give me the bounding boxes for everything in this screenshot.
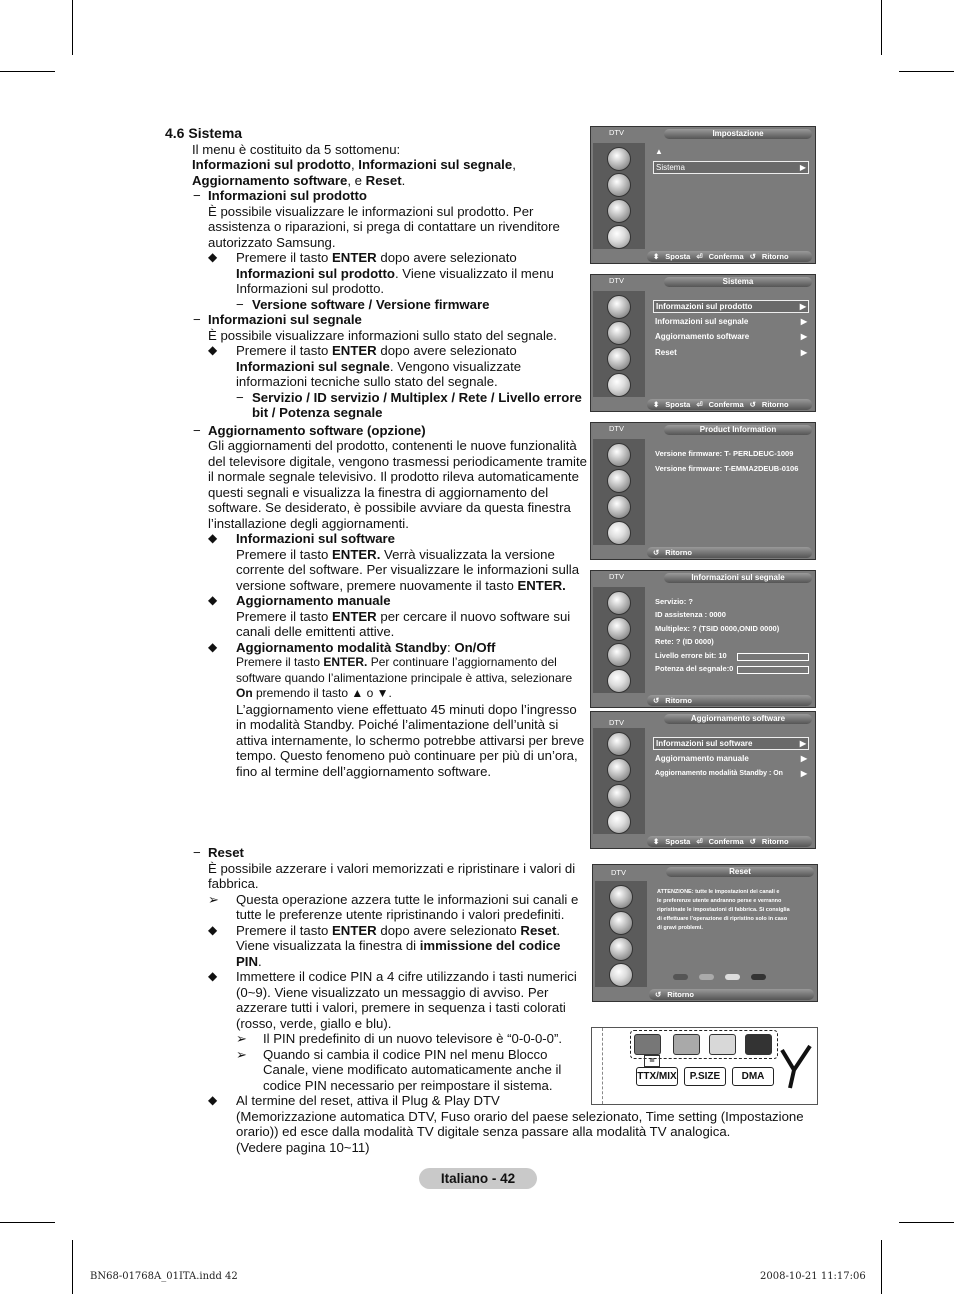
dash-mark: − <box>193 422 201 438</box>
text: versione software, premere nuovamente il tasto <box>236 577 518 593</box>
info-line: Livello errore bit: 10 <box>655 651 727 660</box>
text: dopo avere selezionato <box>376 250 517 265</box>
blue-key[interactable] <box>745 1034 772 1055</box>
sound-icon <box>607 617 631 641</box>
text: Per continuare l’aggiornamento del <box>367 655 557 669</box>
osd-footer <box>649 989 814 1000</box>
ttx-mix-button[interactable]: TTX/MIX <box>636 1067 678 1086</box>
osd-item[interactable] <box>653 768 809 779</box>
footer-label: Conferma <box>708 252 744 261</box>
text: Il PIN predefinito di un nuovo televisore è “0-0-0-0”. <box>263 1031 563 1046</box>
error-bar <box>737 653 809 661</box>
sound-icon <box>607 758 631 782</box>
pin-dot <box>751 974 766 980</box>
text: Premere il tasto <box>236 250 333 265</box>
text-line: attiva internamente, lo schermo potrebbe attivarsi per breve <box>236 732 585 748</box>
crop-mark <box>881 0 882 55</box>
text-line: informazioni tecniche sullo stato del segnale. <box>236 374 498 389</box>
info-line: Versione firmware: T- PERLDEUC-1009 <box>655 449 794 458</box>
diamond-bullet-icon: ◆ <box>208 343 218 357</box>
osd-item-sistema[interactable] <box>653 161 809 174</box>
dtv-label: DTV <box>609 718 624 727</box>
osd-title: Aggiornamento software <box>664 714 812 724</box>
text-line <box>165 405 585 421</box>
info-line: Potenza del segnale:0 <box>655 664 734 673</box>
text-line: (rosso, verde, giallo e blu). <box>236 1015 392 1031</box>
return-icon: ↺ <box>749 252 756 261</box>
text-line <box>165 609 585 625</box>
enter-icon: ⏎ <box>696 400 703 409</box>
crop-mark <box>72 0 73 55</box>
heading-text: Aggiornamento modalità Standby <box>236 639 448 655</box>
osd-sidebar <box>593 143 645 249</box>
key-name: ENTER. <box>517 577 566 593</box>
text: : <box>447 639 455 655</box>
right-arrow-icon: ▶ <box>800 317 807 326</box>
osd-screen-reset <box>592 864 818 1002</box>
sound-icon <box>609 911 633 935</box>
key-name: ENTER <box>332 250 377 265</box>
info-software-heading <box>165 531 585 547</box>
setup-icon <box>609 963 633 987</box>
footer-label: Ritorno <box>665 696 692 705</box>
move-icon: ⬍ <box>653 252 660 261</box>
picture-icon <box>607 443 631 467</box>
text-line <box>165 686 585 702</box>
text-line <box>165 547 585 563</box>
dtv-label: DTV <box>609 424 624 433</box>
crop-mark <box>0 71 55 72</box>
menu-name: immissione del codice <box>419 938 561 953</box>
sound-icon <box>607 173 631 197</box>
value-text: On/Off <box>454 639 496 655</box>
footer-label: Ritorno <box>761 837 789 846</box>
text-line: Canale, viene modificato automaticamente anche il <box>263 1062 562 1077</box>
menu-name: PIN <box>236 953 258 969</box>
pointing-hand-icon <box>780 1044 814 1090</box>
text-line: È possibile azzerare i valori memorizzati e ripristinare i valori di <box>208 860 576 876</box>
arrow-note-icon: ➢ <box>236 1046 248 1062</box>
item-label: Informazioni sul segnale <box>655 317 749 326</box>
text-line: autorizzato Samsung. <box>208 234 336 250</box>
text-line: codice PIN necessario per reimpostare il sistema. <box>263 1077 553 1093</box>
remote-edge <box>592 1028 603 1104</box>
info-line: ID assistenza : 0000 <box>655 610 726 619</box>
osd-sidebar <box>593 291 645 397</box>
key-name: ENTER <box>332 343 377 358</box>
text: dopo avere selezionato <box>376 922 521 938</box>
text-line: in modalità Standby. Poiché l’alimentazione dell’unità si <box>236 717 559 732</box>
crop-mark <box>881 1240 882 1294</box>
text-line: questi segnali e visualizza la finestra di aggiornamento del <box>208 484 549 500</box>
osd-screen-product-info <box>590 422 816 560</box>
text-line: fabbrica. <box>208 876 259 891</box>
warning-line: di effettuare l’operazione di ripristino solo in caso <box>657 916 788 922</box>
text: Verrà visualizzata la versione <box>380 546 555 562</box>
picture-icon <box>607 591 631 615</box>
right-arrow-icon: ▶ <box>800 332 807 341</box>
text-line: È possibile visualizzare informazioni sullo stato del segnale. <box>208 327 557 343</box>
return-icon: ↺ <box>653 548 660 557</box>
warning-line: ATTENZIONE: tutte le impostazioni dei canali e <box>657 889 780 895</box>
return-icon: ↺ <box>653 696 660 705</box>
setup-icon <box>607 373 631 397</box>
crop-mark <box>72 1240 73 1294</box>
submenu-item: Reset <box>365 172 402 188</box>
osd-sidebar <box>593 587 645 693</box>
channel-icon <box>607 495 631 519</box>
diamond-bullet-icon: ◆ <box>208 639 218 654</box>
diamond-bullet-icon: ◆ <box>208 922 218 937</box>
item-label: Sistema <box>656 163 685 172</box>
move-icon: ⬍ <box>653 400 660 409</box>
menu-name: Informazioni sul prodotto <box>236 265 395 281</box>
arrow-note-icon: ➢ <box>236 1031 248 1046</box>
osd-item[interactable] <box>653 316 809 327</box>
footer-label: Sposta <box>665 837 691 846</box>
diamond-bullet-icon: ◆ <box>208 531 218 545</box>
value-text: On <box>236 686 253 700</box>
osd-item[interactable] <box>653 753 809 764</box>
manual-heading <box>165 593 585 609</box>
crop-mark <box>0 1222 55 1223</box>
prodotto-heading <box>165 188 585 204</box>
text-line <box>165 359 585 375</box>
enter-icon: ⏎ <box>696 252 703 261</box>
dash-mark: − <box>236 389 244 405</box>
text-line: (Memorizzazione automatica DTV, Fuso orario del paese selezionato, Time setting (Impostazione <box>236 1108 804 1124</box>
item-label: Informazioni sul software <box>656 739 753 748</box>
submenu-item: Informazioni sul segnale <box>358 157 513 172</box>
page-number: Italiano - 42 <box>419 1168 537 1189</box>
main-text <box>165 126 585 779</box>
setup-icon <box>607 810 631 834</box>
text: . <box>257 953 262 969</box>
text: Premere il tasto <box>236 343 333 358</box>
menu-name: Informazioni sul segnale <box>236 358 390 374</box>
dash-mark: − <box>236 296 244 312</box>
up-arrow-icon: ▲ <box>655 147 663 156</box>
footer-label: Ritorno <box>665 548 692 557</box>
channel-icon <box>607 199 631 223</box>
text-line <box>165 655 585 671</box>
warning-line: le preferenze utente andranno perse e verranno <box>657 898 782 904</box>
submenu-list: Informazioni sul prodotto, Informazioni sul segnale, <box>192 157 516 172</box>
dtv-label: DTV <box>609 276 624 285</box>
footer-label: Ritorno <box>667 990 694 999</box>
text: Questa operazione azzera tutte le informazioni sui canali e <box>236 891 579 907</box>
osd-item[interactable] <box>653 331 809 342</box>
ttx-icon: ≣ <box>644 1055 660 1067</box>
diamond-bullet-icon: ◆ <box>208 250 218 264</box>
text-line: (Vedere pagina 10~11) <box>236 1139 370 1155</box>
osd-sidebar <box>593 728 645 834</box>
text: Premere il tasto <box>236 922 333 938</box>
text-line: corrente del software. Per visualizzare le informazioni sulla <box>236 562 580 577</box>
green-key[interactable] <box>673 1034 700 1055</box>
sound-icon <box>607 321 631 345</box>
item-label: Aggiornamento manuale <box>655 754 749 763</box>
osd-main <box>649 143 812 249</box>
text: premendo il tasto ▲ o ▼. <box>252 686 392 700</box>
text: Premere il tasto <box>236 655 324 669</box>
text: Immettere il codice PIN a 4 cifre utilizzando i tasti numerici <box>236 969 577 984</box>
submenu-item: Informazioni sul prodotto <box>192 157 351 172</box>
osd-footer <box>647 399 812 410</box>
info-line: Rete: ? (ID 0000) <box>655 637 714 646</box>
section-title: 4.6 Sistema <box>165 125 243 141</box>
pin-dot <box>699 974 714 980</box>
heading-text: Informazioni sul software <box>236 531 396 546</box>
osd-title: Sistema <box>664 277 812 287</box>
aggiornamento-heading <box>165 423 585 439</box>
channel-icon <box>607 643 631 667</box>
item-label: Aggiornamento software <box>655 332 750 341</box>
text-line <box>165 578 585 594</box>
right-arrow-icon: ▶ <box>799 739 806 748</box>
footer-label: Sposta <box>665 252 691 261</box>
text-line: azzerare tutti i valori, premere in sequenza i tasti colorati <box>236 1000 566 1015</box>
return-icon: ↺ <box>749 837 756 846</box>
sub-text: Versione software / Versione firmware <box>252 296 490 312</box>
text: per cercare il nuovo software sui <box>376 608 571 624</box>
key-name: ENTER <box>332 922 377 938</box>
return-icon: ↺ <box>749 400 756 409</box>
sub-text: bit / Potenza segnale <box>252 405 383 420</box>
text-line: Informazioni sul prodotto. <box>236 281 385 296</box>
text-line: tutte le preferenze utente ripristinando i valori predefiniti. <box>236 907 565 922</box>
text-line: il normale segnale televisivo. Il prodotto rileva automaticamente <box>208 469 579 484</box>
segnale-step <box>165 343 585 359</box>
dtv-label: DTV <box>609 572 624 581</box>
item-label: Informazioni sul prodotto <box>656 302 753 311</box>
key-name: ENTER. <box>323 655 368 669</box>
print-file-info: BN68-01768A_01ITA.indd 42 <box>90 1271 238 1282</box>
segnale-sub <box>165 390 585 406</box>
item-label: Aggiornamento modalità Standby : On <box>655 770 783 777</box>
osd-footer <box>647 836 812 847</box>
dash-mark: − <box>193 188 201 203</box>
segnale-heading <box>165 312 585 328</box>
picture-icon <box>607 147 631 171</box>
submenu-item: Aggiornamento software <box>192 172 348 188</box>
text-line: tempo. Questo fenomeno può continuare per più di un’ora, <box>236 748 578 763</box>
picture-icon <box>609 885 633 909</box>
osd-screen-sistema <box>590 274 816 412</box>
footer-label: Ritorno <box>761 252 789 261</box>
text-line: canali delle emittenti attive. <box>236 624 395 639</box>
osd-main <box>649 587 812 693</box>
arrow-note-icon: ➢ <box>208 891 220 907</box>
osd-screen-impostazione <box>590 126 816 264</box>
picture-icon <box>607 295 631 319</box>
sound-icon <box>607 469 631 493</box>
text: Quando si cambia il codice PIN nel menu Blocco <box>263 1046 548 1062</box>
right-arrow-icon: ▶ <box>800 769 807 778</box>
dtv-label: DTV <box>609 128 624 137</box>
diamond-bullet-icon: ◆ <box>208 593 218 607</box>
text: Premere il tasto <box>236 608 333 624</box>
setup-icon <box>607 225 631 249</box>
move-icon: ⬍ <box>653 837 660 846</box>
osd-main <box>651 881 814 987</box>
right-arrow-icon: ▶ <box>799 163 806 172</box>
menu-name: Reset <box>520 922 557 938</box>
info-line: Multiplex: ? (TSID 0000,ONID 0000) <box>655 624 780 633</box>
osd-title: Reset <box>666 867 814 877</box>
key-name: ENTER. <box>332 546 381 562</box>
dma-button[interactable]: DMA <box>732 1067 774 1086</box>
remote-illustration <box>591 1027 818 1105</box>
dash-mark: − <box>193 845 201 860</box>
submenu-list: Aggiornamento software, e Reset. <box>192 172 406 188</box>
heading-text: Informazioni sul segnale <box>208 312 362 327</box>
osd-screen-signal-info <box>590 570 816 708</box>
text: Premere il tasto <box>236 546 333 562</box>
text: dopo avere selezionato <box>376 343 517 358</box>
enter-icon: ⏎ <box>696 837 703 846</box>
diamond-bullet-icon: ◆ <box>208 969 218 983</box>
text-line: È possibile visualizzare le informazioni sul prodotto. Per <box>208 203 534 219</box>
return-icon: ↺ <box>655 990 662 999</box>
section-intro: Il menu è costituito da 5 sottomenu: <box>192 141 401 157</box>
info-line: Servizio: ? <box>655 597 693 606</box>
crop-mark <box>899 71 954 72</box>
text-line: (0~9). Viene visualizzato un messaggio di avviso. Per <box>236 984 549 1000</box>
key-name: ENTER <box>332 608 377 624</box>
osd-screen-software-update <box>590 711 816 849</box>
osd-footer <box>647 251 812 262</box>
osd-sidebar <box>595 881 647 987</box>
osd-item[interactable] <box>653 737 809 750</box>
osd-title: Impostazione <box>664 129 812 139</box>
text: Viene visualizzata la finestra di <box>236 938 420 953</box>
print-date-info: 2008-10-21 11:17:06 <box>760 1271 866 1282</box>
text-line: del televisore digitale, vengono trasmessi periodicamente tramite <box>208 453 587 469</box>
osd-footer <box>647 695 812 706</box>
text-line: orario)) ed esce dalla modalità TV digitale senza passare alla modalità TV analogica. <box>236 1124 731 1139</box>
prodotto-sub <box>165 297 585 313</box>
heading-text: Reset <box>208 845 244 860</box>
right-arrow-icon: ▶ <box>800 754 807 763</box>
channel-icon <box>609 937 633 961</box>
text-line: fino al termine dell’aggiornamento software. <box>236 763 492 779</box>
text-line: software. Se desiderato, è possibile avviare da questa finestra <box>208 500 571 515</box>
channel-icon <box>607 347 631 371</box>
right-arrow-icon: ▶ <box>800 348 807 357</box>
picture-icon <box>607 732 631 756</box>
text: Al termine del reset, attiva il Plug & Play DTV <box>236 1093 500 1108</box>
text-line: Gli aggiornamenti del prodotto, contenenti le nuove funzionalità <box>208 438 577 453</box>
dtv-label: DTV <box>611 868 626 877</box>
footer-label: Conferma <box>708 837 744 846</box>
dash-mark: − <box>193 312 201 327</box>
osd-main <box>649 728 812 834</box>
text-line <box>165 266 585 282</box>
osd-sidebar <box>593 439 645 545</box>
info-line: Versione firmware: T-EMMA2DEUB-0106 <box>655 464 799 473</box>
heading-text: Informazioni sul prodotto <box>208 188 367 203</box>
footer-label: Conferma <box>708 400 744 409</box>
warning-line: di gravi problemi. <box>657 925 703 931</box>
osd-title: Product Information <box>664 425 812 435</box>
diamond-bullet-icon: ◆ <box>208 1093 218 1107</box>
setup-icon <box>607 521 631 545</box>
text: . Viene visualizzato il menu <box>394 265 554 281</box>
right-arrow-icon: ▶ <box>799 302 806 311</box>
text-line: L’aggiornamento viene effettuato 45 minuti dopo l’ingresso <box>236 701 577 717</box>
pin-dot <box>673 974 688 980</box>
text-line: software quando l’alimentazione principale è attiva, selezionare <box>236 670 573 685</box>
item-label: Reset <box>655 348 677 357</box>
crop-mark <box>899 1222 954 1223</box>
p-size-button[interactable]: P.SIZE <box>684 1067 726 1086</box>
osd-footer <box>647 547 812 558</box>
text: . Vengono visualizzate <box>389 358 522 374</box>
pin-dot <box>725 974 740 980</box>
osd-item[interactable] <box>653 347 809 358</box>
osd-item[interactable] <box>653 300 809 313</box>
text-line: assistenza o riparazioni, si prega di contattare un rivenditore <box>208 219 560 234</box>
osd-title: Informazioni sul segnale <box>664 573 812 583</box>
signal-bar <box>737 666 809 674</box>
osd-main <box>649 291 812 397</box>
setup-icon <box>607 669 631 693</box>
text-line: l’installazione degli aggiornamenti. <box>208 515 409 531</box>
text: . <box>556 922 561 938</box>
prodotto-step <box>165 250 585 266</box>
warning-line: ripristinate le impostazioni di fabbrica. Si consiglia <box>657 907 790 913</box>
heading-text: Aggiornamento manuale <box>236 593 391 608</box>
yellow-key[interactable] <box>709 1034 736 1055</box>
footer-label: Ritorno <box>761 400 789 409</box>
channel-icon <box>607 784 631 808</box>
red-key[interactable] <box>634 1034 661 1055</box>
sub-text: Servizio / ID servizio / Multiplex / Rete / Livello errore <box>252 389 582 405</box>
standby-heading <box>165 640 585 656</box>
footer-label: Sposta <box>665 400 691 409</box>
heading-text: Aggiornamento software (opzione) <box>208 422 426 438</box>
osd-main <box>649 439 812 545</box>
